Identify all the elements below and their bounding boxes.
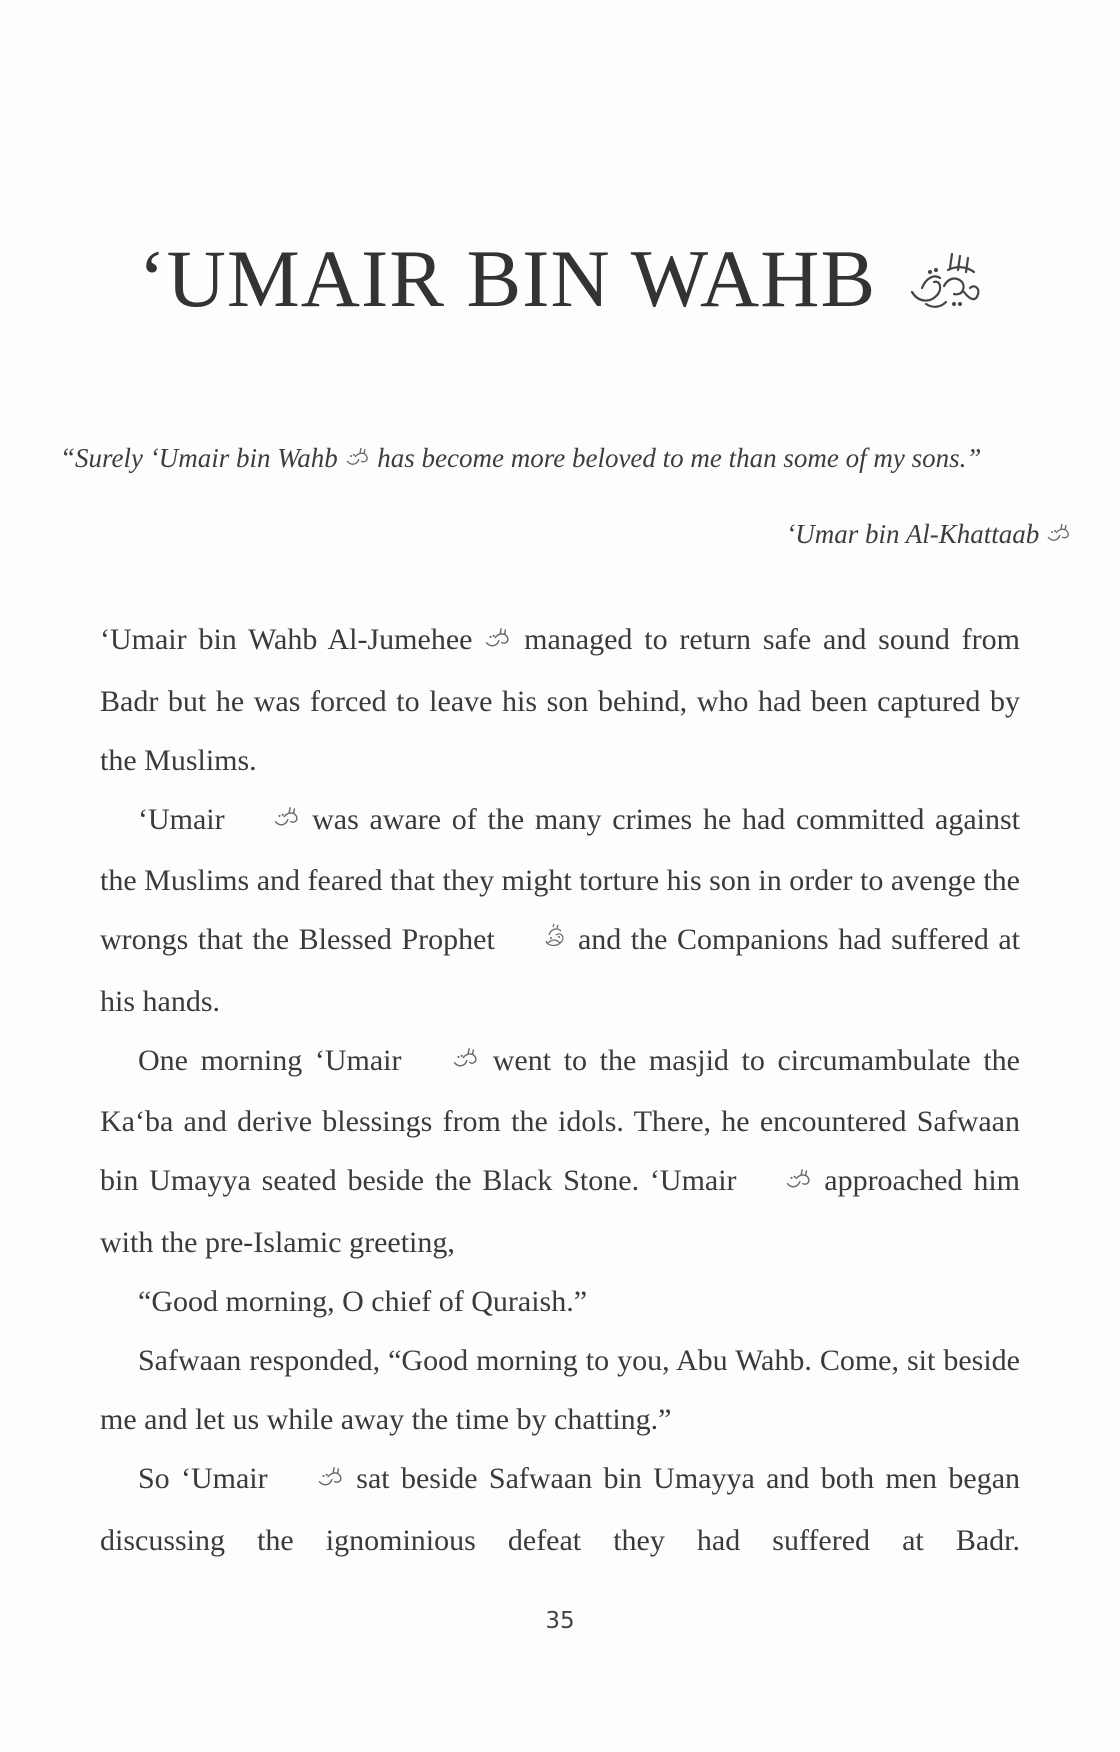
- radiyallahu-anhu-icon: [345, 438, 371, 478]
- paragraph-text: “Good morning, O chief of Quraish.”: [138, 1285, 588, 1319]
- chapter-title-text: ‘UMAIR BIN WAHB: [138, 233, 877, 324]
- paragraph-text: was aware of the many crimes he had committed against the Muslims and feared that they might torture his son in order to avenge the wrongs that the Blessed Prophet: [100, 802, 1021, 957]
- paragraph-text: managed to return safe and sound from Badr but he was forced to leave his son behind, who had been captured by the Muslims.: [100, 623, 1021, 777]
- paragraph-text: So ‘Umair: [138, 1462, 268, 1496]
- paragraph-4: [100, 1272, 1020, 1331]
- epigraph-attribution: [786, 514, 1072, 557]
- paragraph-text: sat beside Safwaan bin Umayya and both men began discussing the ignominious defeat they had suffered at Badr.: [100, 1462, 1021, 1557]
- epigraph-text-1: “Surely ‘Umair bin Wahb: [60, 443, 338, 473]
- paragraph-text: and the Companions had suffered at his hands.: [100, 923, 1021, 1018]
- radiyallahu-anhu-icon: [747, 1151, 813, 1210]
- paragraph-3: [100, 1031, 1020, 1272]
- radiyallahu-anhu-icon: [1046, 514, 1072, 554]
- radiyallahu-anhu-calligraphy-icon: [904, 242, 982, 324]
- sallallahu-alaihi-wasallam-icon: [504, 910, 568, 969]
- epigraph-text-2: has become more beloved to me than some of my sons.”: [377, 443, 982, 473]
- epigraph-quote: [60, 438, 1070, 481]
- radiyallahu-anhu-icon: [414, 1030, 480, 1089]
- paragraph-text: went to the masjid to circumambulate the Ka‘ba and derive blessings from the idols. There, he encountered Safwaan bin Umayya seated beside the Black Stone. ‘Umair: [100, 1043, 1021, 1198]
- paragraph-text: One morning ‘Umair: [138, 1043, 402, 1077]
- radiyallahu-anhu-icon: [484, 610, 512, 669]
- paragraph-text: ‘Umair: [138, 802, 225, 836]
- radiyallahu-anhu-icon: [235, 789, 301, 848]
- paragraph-text: Safwaan responded, “Good morning to you, Abu Wahb. Come, sit beside me and let us while away the time by chatting.”: [100, 1344, 1020, 1437]
- page-number: 35: [545, 1608, 575, 1634]
- paragraph-2: [100, 790, 1020, 1031]
- radiyallahu-anhu-icon: [279, 1449, 345, 1508]
- chapter-body: [100, 610, 1020, 1570]
- paragraph-1: [100, 610, 1020, 790]
- epigraph-attribution-text: ‘Umar bin Al-Khattaab: [786, 519, 1040, 549]
- paragraph-6: [100, 1449, 1020, 1570]
- paragraph-text: ‘Umair bin Wahb Al-Jumehee: [100, 623, 473, 656]
- chapter-title: [0, 233, 1120, 328]
- paragraph-text: approached him with the pre-Islamic greeting,: [100, 1164, 1021, 1260]
- paragraph-5: [100, 1331, 1020, 1449]
